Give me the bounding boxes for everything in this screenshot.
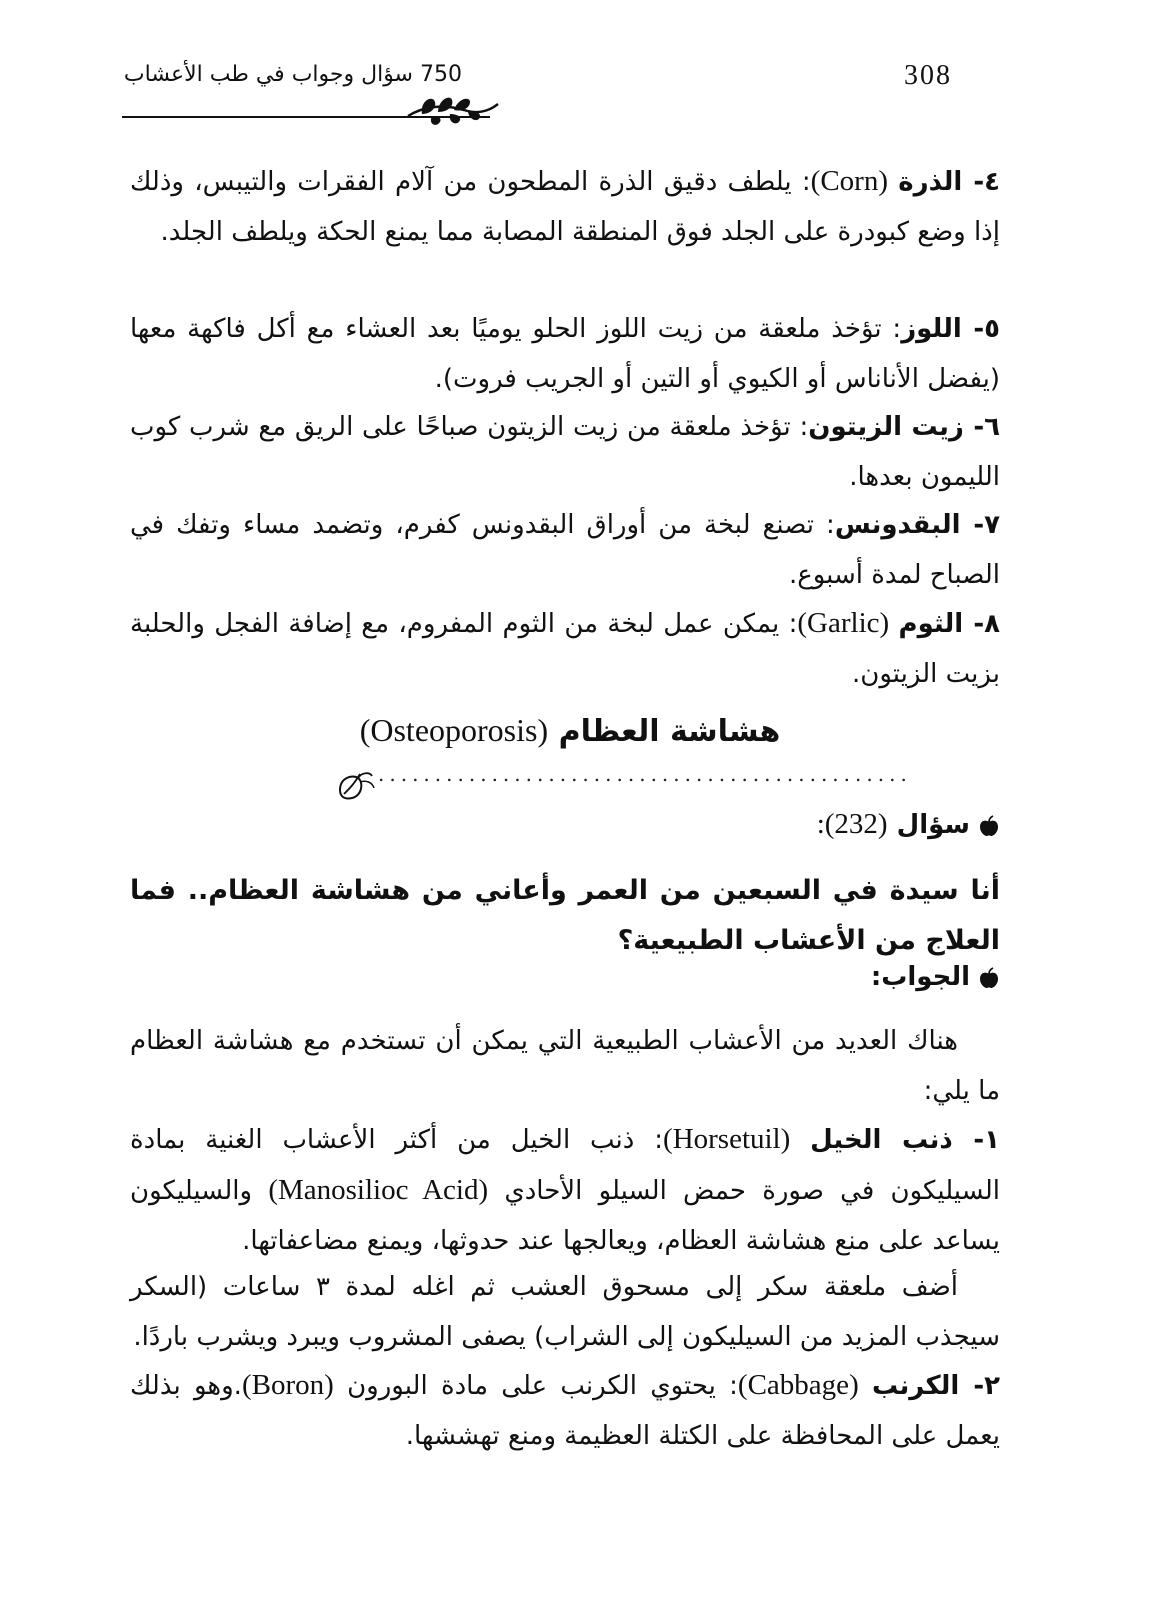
horsetail-preparation: أضف ملعقة سكر إلى مسحوق العشب ثم اغله لمدة ٣ ساعات (السكر سيجذب المزيد من السيليكون إلى الشراب) يصفى المشروب ويبرد ويشرب باردًا. (130, 1272, 1000, 1352)
item-lead: ٤- الذرة (898, 167, 1000, 197)
question-number: (232) (824, 808, 888, 840)
question-colon: : (816, 808, 825, 840)
item-latin-boron: (Boron) (241, 1369, 334, 1401)
item-text: : يمكن عمل لبخة من الثوم المفروم، مع إضافة الفجل والحلبة بزيت الزيتون. (130, 609, 1000, 689)
item-lead: ٨- الثوم (898, 609, 1000, 639)
item-lead: ١- ذنب الخيل (810, 1125, 1001, 1155)
item-text: : تصنع لبخة من أوراق البقدونس كفرم، وتضمد مساء وتفك في الصباح لمدة أسبوع. (130, 510, 1000, 590)
apple-bullet-icon (978, 967, 1000, 989)
item-lead: ٧- البقدونس (834, 510, 1000, 540)
item-text-continued: والسيليكون يساعد على منع هشاشة العظام، ويعالجها عند حدوثها، ويمنع مضاعفاتها. (130, 1176, 1000, 1256)
question-label: سؤال (896, 810, 970, 840)
item-text: : تؤخذ ملعقة من زيت الزيتون صباحًا على الريق مع شرب كوب الليمون بعدها. (130, 412, 1000, 492)
item-lead: ٦- زيت الزيتون (808, 412, 1000, 442)
item-cabbage (130, 1360, 1000, 1461)
item-lead: ٥- اللوز (901, 314, 1000, 344)
item-latin-acid: (Manosilioc Acid) (268, 1174, 489, 1206)
leaf-ornament-icon (404, 92, 500, 130)
item-latin: (Cabbage) (737, 1369, 859, 1401)
dotted-divider: ............................................... (378, 762, 912, 786)
item-horsetail (130, 1114, 1000, 1266)
item-latin: (Corn) (810, 165, 888, 197)
answer-intro: هناك العديد من الأعشاب الطبيعية التي يمكن أن تستخدم مع هشاشة العظام ما يلي: (130, 1026, 1000, 1106)
question-label-line (817, 808, 1000, 841)
answer-label-line (871, 962, 1000, 992)
item-latin: (Horsetuil) (663, 1123, 791, 1155)
question-text: أنا سيدة في السبعين من العمر وأعاني من هشاشة العظام.. فما العلاج من الأعشاب الطبيعية؟ (130, 875, 1000, 956)
herb-leaf-icon (334, 768, 378, 804)
running-header-title: 750 سؤال وجواب في طب الأعشاب (123, 62, 462, 87)
section-title-latin: (Osteoporosis) (359, 712, 549, 748)
page-number: 308 (904, 60, 952, 91)
item-latin: (Garlic) (797, 607, 890, 639)
item-corn (130, 156, 1000, 257)
item-lead: ٢- الكرنب (872, 1371, 1000, 1401)
item-text: : تؤخذ ملعقة من زيت اللوز الحلو يوميًا بعد العشاء مع أكل فاكهة معها (يفضل الأناناس أو الكيوي أو التين أو الجريب فروت). (130, 314, 1000, 394)
item-text: : يحتوي الكرنب على مادة البورون (347, 1371, 738, 1401)
answer-label: الجواب: (870, 962, 970, 992)
item-text-continued: .وهو بذلك يعمل على المحافظة على الكتلة العظيمة ومنع تهششها. (130, 1371, 1000, 1451)
section-title (200, 712, 940, 749)
item-parsley (130, 500, 1000, 600)
item-olive-oil (130, 402, 1000, 502)
item-almond (130, 304, 1000, 404)
item-text: : ذنب الخيل من أكثر الأعشاب الغنية بمادة السيليكون في صورة حمض السيلو الأحادي (130, 1125, 1000, 1206)
item-garlic (130, 598, 1000, 699)
item-text: : يلطف دقيق الذرة المطحون من آلام الفقرات والتيبس، وذلك إذا وضع كبودرة على الجلد فوق المنطقة المصابة مما يمنع الحكة ويلطف الجلد. (130, 167, 1000, 247)
section-title-arabic: هشاشة العظام (558, 714, 781, 749)
apple-bullet-icon (978, 815, 1000, 837)
